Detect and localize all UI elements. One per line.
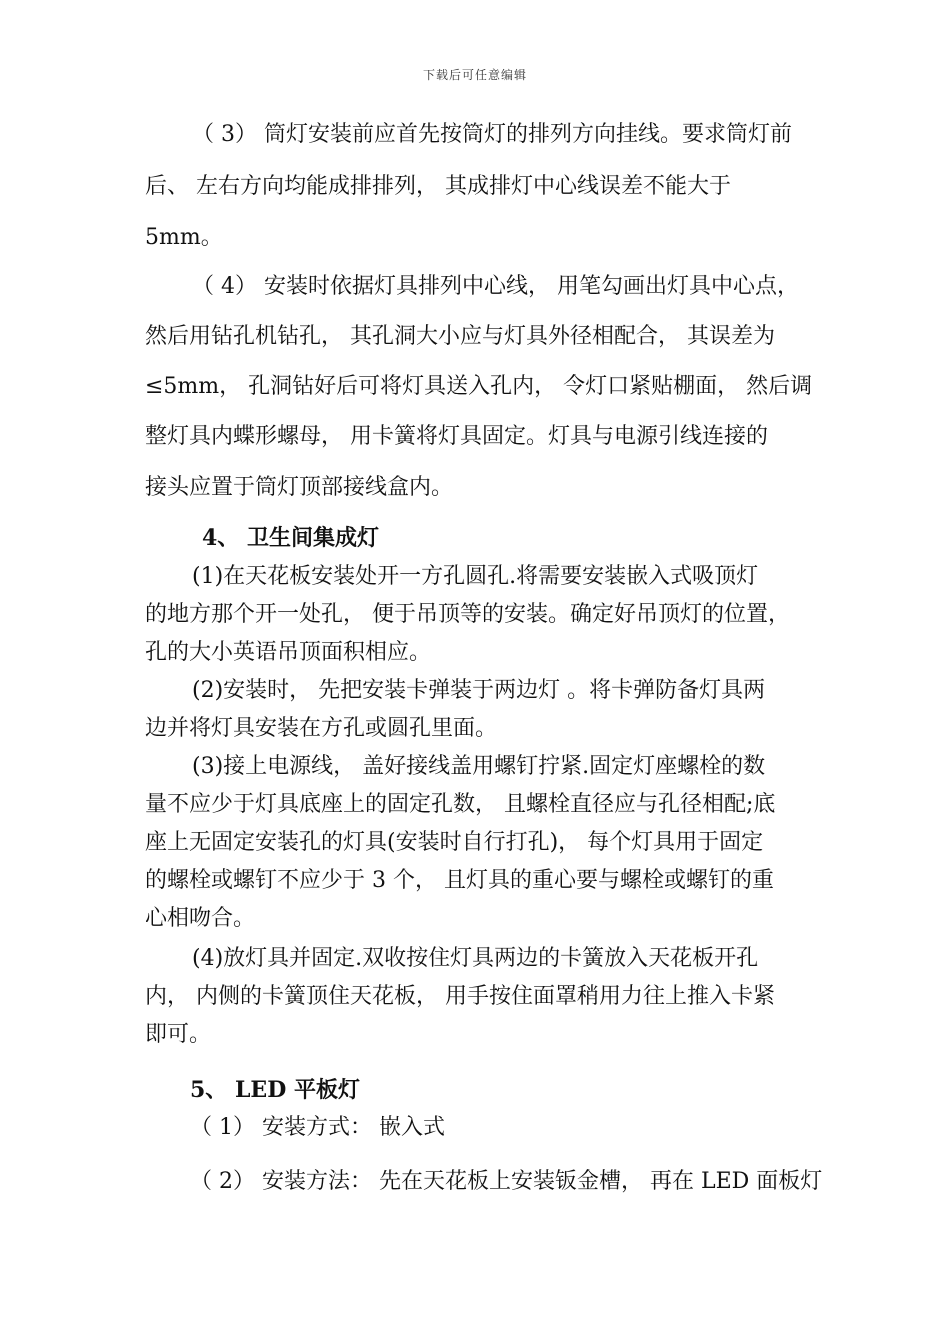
paragraph-line: (2)安装时， 先把安装卡弹装于两边灯 。将卡弹防备灯具两: [192, 678, 766, 703]
paragraph-line: 量不应少于灯具底座上的固定孔数， 且螺栓直径应与孔径相配;底: [145, 792, 776, 817]
paragraph-line: 心相吻合。: [145, 906, 256, 931]
paragraph-line: 然后用钻孔机钻孔， 其孔洞大小应与灯具外径相配合， 其误差为: [145, 324, 775, 349]
section-heading: 5、 LED 平板灯: [190, 1077, 360, 1103]
paragraph-line: (4)放灯具并固定.双收按住灯具两边的卡簧放入天花板开孔: [192, 946, 759, 971]
paragraph-line: 内， 内侧的卡簧顶住天花板， 用手按住面罩稍用力往上推入卡紧: [145, 984, 775, 1009]
page-header-note: 下载后可任意编辑: [422, 68, 527, 82]
paragraph-line: 5mm。: [145, 225, 223, 250]
section-heading: 4、 卫生间集成灯: [202, 525, 379, 551]
paragraph-line: ≤5mm， 孔洞钻好后可将灯具送入孔内， 令灯口紧贴棚面， 然后调: [145, 374, 813, 399]
paragraph-line: 整灯具内蝶形螺母， 用卡簧将灯具固定。灯具与电源引线连接的: [145, 424, 768, 449]
paragraph-line: 孔的大小英语吊顶面积相应。: [145, 640, 432, 665]
paragraph-line: 后、 左右方向均能成排排列， 其成排灯中心线误差不能大于: [145, 174, 731, 199]
paragraph-line: (1)在天花板安装处开一方孔圆孔.将需要安装嵌入式吸顶灯: [192, 564, 759, 589]
paragraph-line: （ 2） 安装方法： 先在天花板上安装钣金槽， 再在 LED 面板灯: [190, 1169, 823, 1194]
paragraph-line: 即可。: [145, 1022, 212, 1047]
paragraph-line: 的螺栓或螺钉不应少于 3 个， 且灯具的重心要与螺栓或螺钉的重: [145, 868, 774, 893]
paragraph-line: （ 1） 安装方式： 嵌入式: [190, 1115, 445, 1140]
paragraph-line: 的地方那个开一处孔， 便于吊顶等的安装。确定好吊顶灯的位置，: [145, 602, 790, 627]
paragraph-line: 接头应置于筒灯顶部接线盒内。: [145, 475, 454, 500]
paragraph-line: （ 4） 安装时依据灯具排列中心线， 用笔勾画出灯具中心点，: [192, 274, 799, 299]
paragraph-line: 边并将灯具安装在方孔或圆孔里面。: [145, 716, 498, 741]
paragraph-line: 座上无固定安装孔的灯具(安装时自行打孔)， 每个灯具用于固定: [145, 830, 764, 855]
paragraph-line: (3)接上电源线， 盖好接线盖用螺钉拧紧.固定灯座螺栓的数: [192, 754, 766, 779]
paragraph-line: （ 3） 筒灯安装前应首先按筒灯的排列方向挂线。要求筒灯前: [192, 122, 792, 147]
